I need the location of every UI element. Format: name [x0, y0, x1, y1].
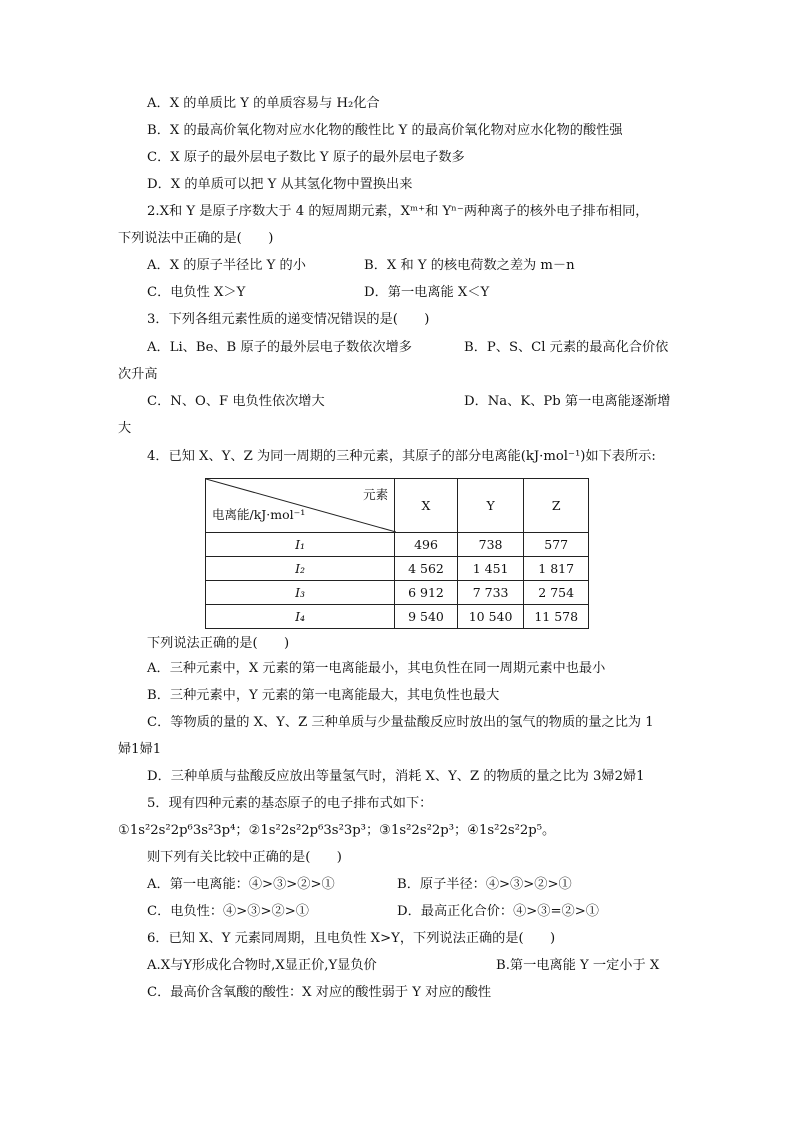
- row-label-i4: I₄: [206, 605, 395, 629]
- table-row: [206, 605, 589, 629]
- table-cell: 577: [524, 533, 589, 557]
- column-header-x: X: [395, 479, 458, 533]
- q3-option-a: A．Li、Be、B 原子的最外层电子数依次增多: [147, 340, 412, 355]
- q4-option-b: B．三种元素中，Y 元素的第一电离能最大，其电负性也最大: [147, 688, 500, 703]
- q4-option-d: D．三种单质与盐酸反应放出等量氢气时，消耗 X、Y、Z 的物质的量之比为 3婦2婦1: [147, 769, 645, 784]
- table-cell: 738: [457, 533, 524, 557]
- q5-question: 则下列有关比较中正确的是( ): [147, 850, 342, 865]
- q2-stem-line2: 下列说法中正确的是( ): [118, 231, 274, 246]
- table-cell: 1 451: [457, 557, 524, 581]
- table-cell: 7 733: [457, 581, 524, 605]
- q3-option-c: C．N、O、F 电负性依次增大: [147, 394, 325, 409]
- table-cell: 2 754: [524, 581, 589, 605]
- q2-option-a: A．X 的原子半径比 Y 的小: [147, 258, 306, 273]
- table-row: [206, 533, 589, 557]
- q5-option-a: A．第一电离能：④>③>②>①: [147, 877, 335, 892]
- ionization-energy-table: [205, 478, 589, 629]
- q6-option-a: A.X与Y形成化合物时,X显正价,Y显负价: [147, 958, 377, 973]
- q4-option-c-line2: 婦1婦1: [118, 742, 162, 757]
- q3-stem: 3．下列各组元素性质的递变情况错误的是( ): [147, 312, 430, 327]
- q1-option-c: C．X 原子的最外层电子数比 Y 原子的最外层电子数多: [147, 150, 465, 165]
- q3-option-b-line1: B．P、S、Cl 元素的最高化合价依: [464, 340, 669, 355]
- q1-option-a: A．X 的单质比 Y 的单质容易与 H₂化合: [147, 96, 380, 111]
- table-cell: 11 578: [524, 605, 589, 629]
- q5-stem: 5．现有四种元素的基态原子的电子排布式如下：: [147, 796, 433, 811]
- table-cell: 6 912: [395, 581, 458, 605]
- row-label-i1: I₁: [206, 533, 395, 557]
- q6-option-c: C．最高价含氧酸的酸性：X 对应的酸性弱于 Y 对应的酸性: [147, 985, 492, 1000]
- table-cell: 10 540: [457, 605, 524, 629]
- table-cell: 1 817: [524, 557, 589, 581]
- q3-option-d-line2: 大: [118, 421, 132, 436]
- q5-configurations: ①1s²2s²2p⁶3s²3p⁴；②1s²2s²2p⁶3s²3p³；③1s²2s²2p³；④1s²2s²2p⁵。: [118, 823, 556, 838]
- table-cell: 496: [395, 533, 458, 557]
- q5-option-c: C．电负性：④>③>②>①: [147, 904, 309, 919]
- q6-option-b: B.第一电离能 Y 一定小于 X: [496, 958, 660, 973]
- corner-label-energy: 电离能/kJ·mol⁻¹: [212, 507, 306, 522]
- row-label-i3: I₃: [206, 581, 395, 605]
- table-corner-cell: [206, 479, 395, 533]
- column-header-z: Z: [524, 479, 589, 533]
- q5-option-b: B．原子半径：④>③>②>①: [397, 877, 572, 892]
- table-row: [206, 581, 589, 605]
- q1-option-d: D．X 的单质可以把 Y 从其氢化物中置换出来: [147, 177, 413, 192]
- row-label-i2: I₂: [206, 557, 395, 581]
- q3-option-d-line1: D．Na、K、Pb 第一电离能逐渐增: [464, 394, 671, 409]
- q2-option-b: B．X 和 Y 的核电荷数之差为 m－n: [364, 258, 575, 273]
- column-header-y: Y: [457, 479, 524, 533]
- corner-label-element: 元素: [363, 487, 389, 502]
- q5-option-d: D．最高正化合价：④>③=②>①: [397, 904, 599, 919]
- q2-option-d: D．第一电离能 X＜Y: [364, 285, 490, 300]
- table-cell: 9 540: [395, 605, 458, 629]
- q2-stem-line1: 2.X和 Y 是原子序数大于 4 的短周期元素，Xᵐ⁺和 Yⁿ⁻两种离子的核外电子排布相同，: [147, 204, 649, 219]
- q6-stem: 6．已知 X、Y 元素同周期，且电负性 X>Y，下列说法正确的是( ): [147, 931, 556, 946]
- table-header-row: [206, 479, 589, 533]
- q4-option-c-line1: C．等物质的量的 X、Y、Z 三种单质与少量盐酸反应时放出的氢气的物质的量之比为 1: [147, 715, 654, 730]
- q4-option-a: A．三种元素中，X 元素的第一电离能最小，其电负性在同一周期元素中也最小: [147, 661, 606, 676]
- table-cell: 4 562: [395, 557, 458, 581]
- q1-option-b: B．X 的最高价氧化物对应水化物的酸性比 Y 的最高价氧化物对应水化物的酸性强: [147, 123, 623, 138]
- q2-option-c: C．电负性 X＞Y: [147, 285, 246, 300]
- q4-stem: 4．已知 X、Y、Z 为同一周期的三种元素，其原子的部分电离能(kJ·mol⁻¹)如下表所示:: [147, 449, 656, 464]
- q3-option-b-line2: 次升高: [118, 367, 158, 382]
- q4-question: 下列说法正确的是( ): [147, 636, 290, 651]
- table-row: [206, 557, 589, 581]
